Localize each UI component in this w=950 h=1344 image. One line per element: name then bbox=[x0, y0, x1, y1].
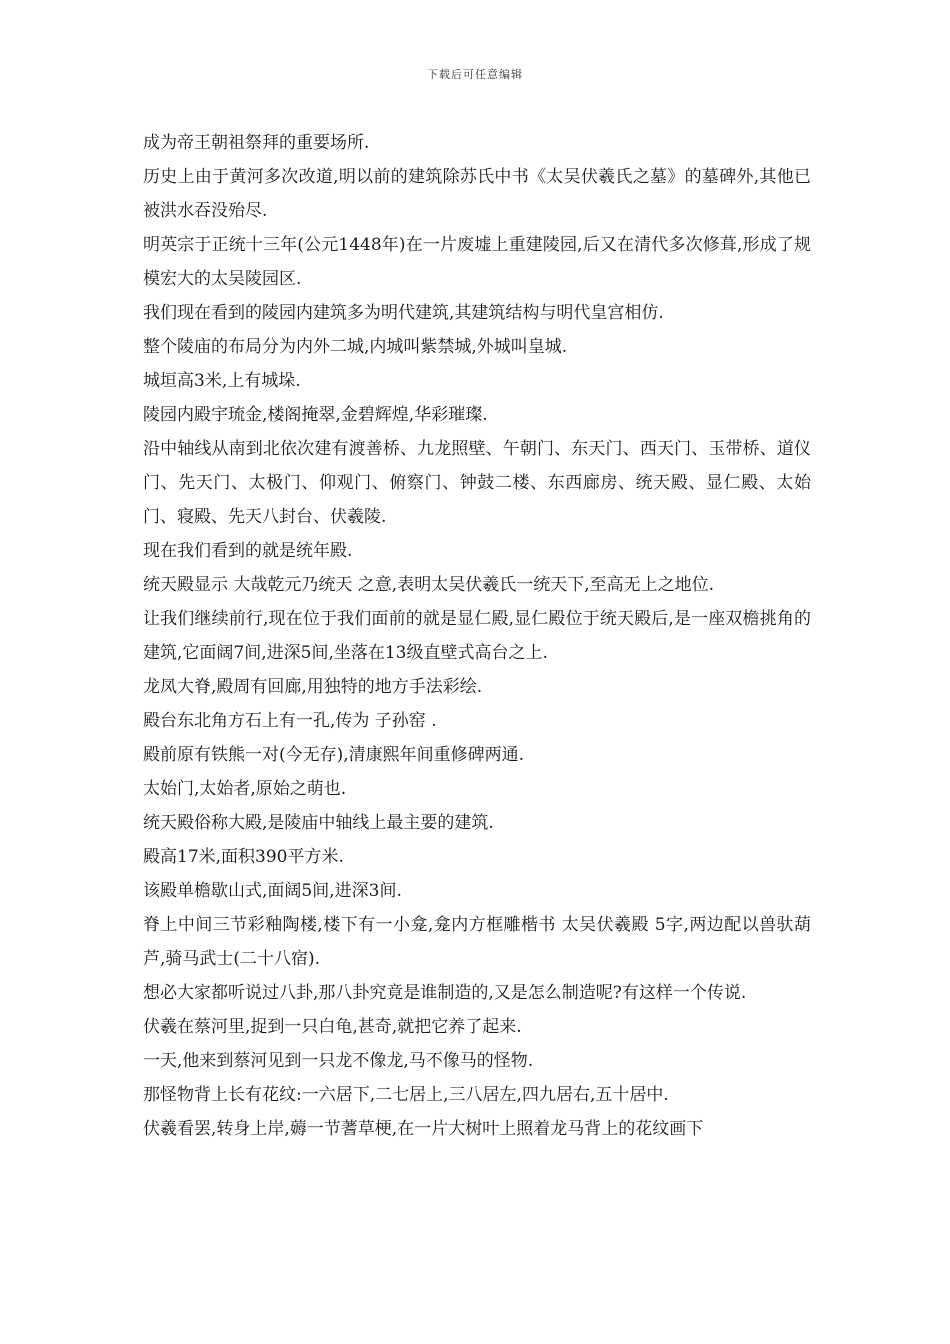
paragraph: 殿高17米,面积390平方米. bbox=[143, 847, 344, 867]
paragraph: 明英宗于正统十三年(公元1448年)在一片废墟上重建陵园,后又在清代多次修葺,形成了规模宏大的太吴陵园区. bbox=[143, 235, 811, 289]
paragraph: 沿中轴线从南到北依次建有渡善桥、九龙照壁、午朝门、东天门、西天门、玉带桥、道仪门、先天门、太极门、仰观门、俯察门、钟鼓二楼、东西廊房、统天殿、显仁殿、太始门、寝殿、先天八封台、伏羲陵. bbox=[143, 439, 811, 527]
paragraph: 殿台东北角方石上有一孔,传为 子孙窑 . bbox=[143, 711, 437, 731]
paragraph: 伏羲看罢,转身上岸,薅一节蓍草梗,在一片大树叶上照着龙马背上的花纹画下 bbox=[143, 1119, 704, 1139]
paragraph: 城垣高3米,上有城垛. bbox=[143, 371, 301, 391]
body-text bbox=[143, 126, 811, 1146]
paragraph: 太始门,太始者,原始之萌也. bbox=[143, 779, 347, 799]
paragraph: 脊上中间三节彩釉陶楼,楼下有一小龛,龛内方框雕楷书 太吴伏羲殿 5字,两边配以兽驮葫芦,骑马武士(二十八宿). bbox=[143, 915, 811, 969]
paragraph: 成为帝王朝祖祭拜的重要场所. bbox=[143, 133, 370, 153]
paragraph: 让我们继续前行,现在位于我们面前的就是显仁殿,显仁殿位于统天殿后,是一座双檐挑角的建筑,它面阔7间,进深5间,坐落在13级直壁式高台之上. bbox=[143, 609, 811, 663]
paragraph: 伏羲在蔡河里,捉到一只白龟,甚奇,就把它养了起来. bbox=[143, 1017, 522, 1037]
paragraph: 殿前原有铁熊一对(今无存),清康熙年间重修碑两通. bbox=[143, 745, 525, 765]
page-header: 下载后可任意编辑 bbox=[427, 68, 523, 81]
paragraph: 陵园内殿宇琉金,楼阁掩翠,金碧辉煌,华彩璀璨. bbox=[143, 405, 488, 425]
paragraph: 我们现在看到的陵园内建筑多为明代建筑,其建筑结构与明代皇宫相仿. bbox=[143, 303, 664, 323]
paragraph: 那怪物背上长有花纹:一六居下,二七居上,三八居左,四九居右,五十居中. bbox=[143, 1085, 669, 1105]
paragraph: 该殿单檐歇山式,面阔5间,进深3间. bbox=[143, 881, 402, 901]
paragraph: 整个陵庙的布局分为内外二城,内城叫紫禁城,外城叫皇城. bbox=[143, 337, 568, 357]
paragraph: 统天殿俗称大殿,是陵庙中轴线上最主要的建筑. bbox=[143, 813, 494, 833]
paragraph: 龙凤大脊,殿周有回廊,用独特的地方手法彩绘. bbox=[143, 677, 483, 697]
paragraph: 历史上由于黄河多次改道,明以前的建筑除苏氏中书《太吴伏羲氏之墓》的墓碑外,其他已被洪水吞没殆尽. bbox=[143, 167, 811, 221]
paragraph: 一天,他来到蔡河见到一只龙不像龙,马不像马的怪物. bbox=[143, 1051, 534, 1071]
paragraph: 统天殿显示 大哉乾元乃统天 之意,表明太吴伏羲氏一统天下,至高无上之地位. bbox=[143, 575, 715, 595]
paragraph: 想必大家都听说过八卦,那八卦究竟是谁制造的,又是怎么制造呢?有这样一个传说. bbox=[143, 983, 747, 1003]
paragraph: 现在我们看到的就是统年殿. bbox=[143, 541, 353, 561]
